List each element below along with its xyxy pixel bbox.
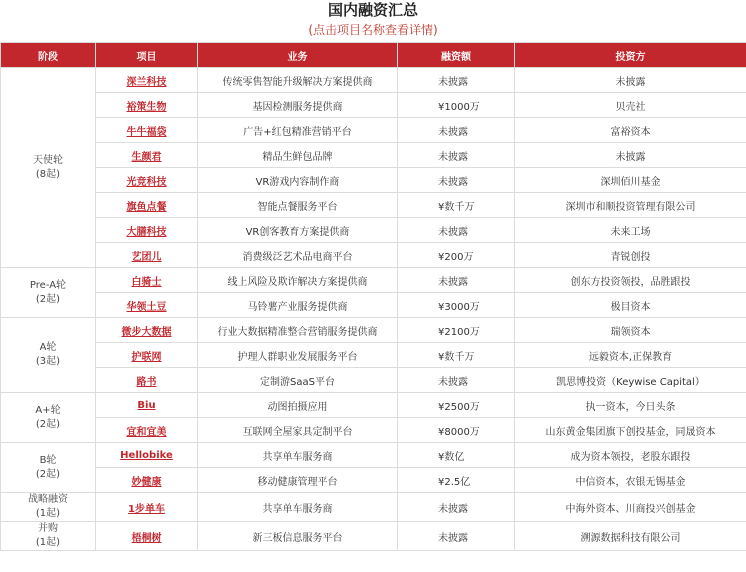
table-row	[1, 268, 746, 293]
investor-cell: 溯源数据科技有限公司	[515, 522, 746, 551]
stage-count: (2起)	[35, 293, 61, 305]
project-link[interactable]: 微步大数据	[121, 326, 172, 338]
column-header-investor: 投资方	[515, 43, 746, 68]
investor-cell: 山东黄金集团旗下创投基金，同晟资本	[515, 418, 746, 443]
table-row	[1, 168, 746, 193]
stage-name: A轮	[39, 342, 57, 353]
investor-cell: 瑞领资本	[515, 318, 746, 343]
project-link[interactable]: 艺团儿	[131, 251, 162, 263]
project-link[interactable]: 1步单车	[128, 503, 165, 515]
business-cell: 行业大数据精准整合营销服务提供商	[198, 318, 398, 343]
project-link[interactable]: 旗鱼点餐	[126, 201, 167, 213]
project-link[interactable]: 妙健康	[131, 476, 162, 488]
investor-cell: 凯思博投资（Keywise Capital）	[515, 368, 746, 393]
project-link[interactable]: 牛牛福袋	[126, 126, 167, 138]
amount-cell: 未披露	[398, 493, 515, 522]
project-cell	[96, 343, 198, 368]
project-link[interactable]: 护联网	[131, 351, 162, 363]
amount-cell: 未披露	[398, 218, 515, 243]
business-cell: 共享单车服务商	[198, 493, 398, 522]
project-cell	[96, 68, 198, 93]
project-link[interactable]: Biu	[137, 399, 156, 411]
project-cell	[96, 293, 198, 318]
business-cell: 精品生鲜包品牌	[198, 143, 398, 168]
table-body	[1, 68, 746, 551]
stage-name: 并购	[38, 523, 58, 534]
table-row	[1, 468, 746, 493]
table-row	[1, 393, 746, 418]
investor-cell: 贝壳社	[515, 93, 746, 118]
investor-cell: 富裕资本	[515, 118, 746, 143]
project-link[interactable]: 路书	[136, 376, 157, 388]
investor-cell: 创东方投资领投，品胜跟投	[515, 268, 746, 293]
investor-cell: 深圳市和顺投资管理有限公司	[515, 193, 746, 218]
project-cell	[96, 193, 198, 218]
stage-count: (2起)	[35, 468, 61, 480]
project-link[interactable]: 裕策生物	[126, 101, 167, 113]
amount-cell: 未披露	[398, 268, 515, 293]
table-row	[1, 522, 746, 551]
column-header-business: 业务	[198, 43, 398, 68]
table-row	[1, 343, 746, 368]
table-row	[1, 193, 746, 218]
project-link[interactable]: 生颜君	[131, 151, 162, 163]
business-cell: 消费级泛艺术品电商平台	[198, 243, 398, 268]
stage-count: (1起)	[35, 537, 61, 548]
table-row	[1, 93, 746, 118]
amount-cell: ¥数千万	[398, 193, 515, 218]
table-row	[1, 68, 746, 93]
amount-cell: 未披露	[398, 118, 515, 143]
investor-cell: 未披露	[515, 68, 746, 93]
stage-count: (2起)	[35, 418, 61, 430]
stage-cell	[1, 522, 96, 551]
stage-cell	[1, 68, 96, 268]
table-row	[1, 293, 746, 318]
project-cell	[96, 243, 198, 268]
project-cell	[96, 493, 198, 522]
stage-cell	[1, 443, 96, 493]
column-header-amount: 融资额	[398, 43, 515, 68]
table-row	[1, 443, 746, 468]
project-cell	[96, 318, 198, 343]
stage-count: (8起)	[35, 168, 61, 180]
stage-name: A+轮	[35, 404, 61, 416]
amount-cell: ¥200万	[398, 243, 515, 268]
business-cell: 移动健康管理平台	[198, 468, 398, 493]
project-link[interactable]: 梧桐树	[131, 532, 162, 544]
business-cell: 动图拍摄应用	[198, 393, 398, 418]
project-link[interactable]: 华领土豆	[126, 301, 167, 313]
project-link[interactable]: 深兰科技	[126, 76, 167, 88]
table-row	[1, 368, 746, 393]
amount-cell: ¥数千万	[398, 343, 515, 368]
table-row	[1, 418, 746, 443]
business-cell: 智能点餐服务平台	[198, 193, 398, 218]
project-cell	[96, 218, 198, 243]
project-cell	[96, 522, 198, 551]
stage-name: Pre-A轮	[29, 279, 67, 291]
project-cell	[96, 418, 198, 443]
table-row	[1, 493, 746, 522]
stage-name: 战略融资	[28, 494, 68, 505]
project-cell	[96, 93, 198, 118]
column-header-project: 项目	[96, 43, 198, 68]
stage-name: B轮	[39, 454, 57, 466]
investor-cell: 中海外资本、川商投兴创基金	[515, 493, 746, 522]
amount-cell: 未披露	[398, 68, 515, 93]
project-link[interactable]: 宜和宜美	[126, 426, 167, 438]
table-row	[1, 318, 746, 343]
project-cell	[96, 268, 198, 293]
investor-cell: 青锐创投	[515, 243, 746, 268]
table-row	[1, 118, 746, 143]
investor-cell: 未来工场	[515, 218, 746, 243]
business-cell: 护理人群职业发展服务平台	[198, 343, 398, 368]
investor-cell: 深圳佰川基金	[515, 168, 746, 193]
amount-cell: ¥2500万	[398, 393, 515, 418]
project-cell	[96, 443, 198, 468]
business-cell: 互联网全屋家具定制平台	[198, 418, 398, 443]
project-cell	[96, 143, 198, 168]
page-title: 国内融资汇总	[327, 1, 418, 19]
business-cell: 马铃薯产业服务提供商	[198, 293, 398, 318]
column-header-stage: 阶段	[1, 43, 96, 68]
project-cell	[96, 393, 198, 418]
project-cell	[96, 368, 198, 393]
stage-name: 天使轮	[33, 154, 63, 166]
amount-cell: 未披露	[398, 368, 515, 393]
project-link[interactable]: 大膳科技	[126, 226, 167, 238]
stage-cell	[1, 268, 96, 318]
stage-cell	[1, 393, 96, 443]
amount-cell: ¥2.5亿	[398, 468, 515, 493]
page-subtitle: (点击项目名称查看详情)	[308, 23, 438, 37]
business-cell: 共享单车服务商	[198, 443, 398, 468]
amount-cell: ¥数亿	[398, 443, 515, 468]
investor-cell: 极目资本	[515, 293, 746, 318]
investor-cell: 成为资本领投，老股东跟投	[515, 443, 746, 468]
business-cell: VR创客教育方案提供商	[198, 218, 398, 243]
amount-cell: ¥2100万	[398, 318, 515, 343]
financing-table	[0, 42, 746, 551]
amount-cell: 未披露	[398, 522, 515, 551]
stage-cell	[1, 493, 96, 522]
stage-cell	[1, 318, 96, 393]
business-cell: 基因检测服务提供商	[198, 93, 398, 118]
project-link[interactable]: Hellobike	[120, 449, 173, 461]
stage-count: (1起)	[35, 508, 61, 519]
business-cell: 传统零售智能升级解决方案提供商	[198, 68, 398, 93]
investor-cell: 未披露	[515, 143, 746, 168]
business-cell: 定制游SaaS平台	[198, 368, 398, 393]
table-header-row	[1, 43, 746, 68]
project-link[interactable]: 白骑士	[131, 276, 162, 288]
investor-cell: 执一资本，今日头条	[515, 393, 746, 418]
investor-cell: 远毅资本,正保教育	[515, 343, 746, 368]
amount-cell: ¥1000万	[398, 93, 515, 118]
stage-count: (3起)	[35, 356, 61, 367]
amount-cell: 未披露	[398, 143, 515, 168]
business-cell: 广告+红包精准营销平台	[198, 118, 398, 143]
business-cell: 线上风险及欺诈解决方案提供商	[198, 268, 398, 293]
amount-cell: ¥3000万	[398, 293, 515, 318]
table-row	[1, 143, 746, 168]
project-cell	[96, 468, 198, 493]
table-row	[1, 243, 746, 268]
project-link[interactable]: 光竞科技	[126, 176, 167, 188]
table-row	[1, 218, 746, 243]
business-cell: 新三板信息服务平台	[198, 522, 398, 551]
project-cell	[96, 118, 198, 143]
investor-cell: 中信资本，农银无锡基金	[515, 468, 746, 493]
business-cell: VR游戏内容制作商	[198, 168, 398, 193]
amount-cell: 未披露	[398, 168, 515, 193]
project-cell	[96, 168, 198, 193]
amount-cell: ¥8000万	[398, 418, 515, 443]
